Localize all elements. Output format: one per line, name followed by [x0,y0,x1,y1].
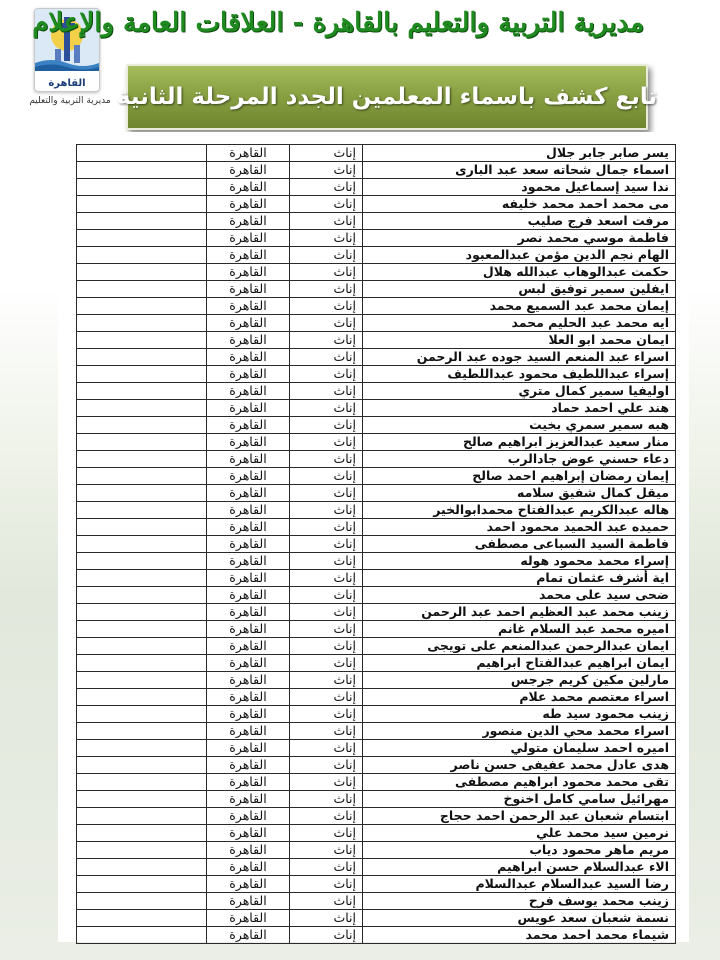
table-row [77,179,676,196]
empty-cell [77,723,207,740]
empty-cell [77,434,207,451]
gender-cell: إناث [290,655,363,672]
teacher-name-cell: زينب محمد عبد العظيم احمد عبد الرحمن [363,604,676,621]
empty-cell [77,196,207,213]
table-row [77,842,676,859]
teacher-name-cell: تقى محمد محمود ابراهيم مصطفى [363,774,676,791]
gender-cell: إناث [290,247,363,264]
teacher-name-cell: ايمان محمد ابو العلا [363,332,676,349]
city-cell: القاهرة [207,179,290,196]
city-cell: القاهرة [207,298,290,315]
empty-cell [77,859,207,876]
gender-cell: إناث [290,604,363,621]
city-cell: القاهرة [207,587,290,604]
gender-cell: إناث [290,298,363,315]
gender-cell: إناث [290,519,363,536]
table-row [77,638,676,655]
empty-cell [77,808,207,825]
table-row [77,349,676,366]
city-cell: القاهرة [207,893,290,910]
table-row [77,825,676,842]
teacher-name-cell: يسر صابر جابر جلال [363,145,676,162]
city-cell: القاهرة [207,757,290,774]
city-cell: القاهرة [207,349,290,366]
list-title-banner [116,64,658,130]
gender-cell: إناث [290,706,363,723]
empty-cell [77,689,207,706]
city-cell: القاهرة [207,196,290,213]
gender-cell: إناث [290,808,363,825]
empty-cell [77,536,207,553]
teacher-name-cell: إسراء عبداللطيف محمود عبداللطيف [363,366,676,383]
empty-cell [77,264,207,281]
gender-cell: إناث [290,383,363,400]
table-row [77,808,676,825]
gender-cell: إناث [290,332,363,349]
empty-cell [77,502,207,519]
table-row [77,519,676,536]
empty-cell [77,655,207,672]
city-cell: القاهرة [207,281,290,298]
table-row [77,281,676,298]
table-row [77,927,676,944]
city-cell: القاهرة [207,400,290,417]
city-cell: القاهرة [207,621,290,638]
empty-cell [77,162,207,179]
teacher-name-cell: اسراء معتصم محمد علام [363,689,676,706]
teacher-name-cell: اميره احمد سليمان متولي [363,740,676,757]
gender-cell: إناث [290,230,363,247]
table-row [77,723,676,740]
teacher-name-cell: ضحى سيد على محمد [363,587,676,604]
city-cell: القاهرة [207,740,290,757]
city-cell: القاهرة [207,162,290,179]
empty-cell [77,893,207,910]
gender-cell: إناث [290,910,363,927]
table-row [77,689,676,706]
city-cell: القاهرة [207,791,290,808]
teacher-name-cell: ايفلين سمير توفيق لبس [363,281,676,298]
table-row [77,417,676,434]
table-row [77,366,676,383]
table-row [77,859,676,876]
table-row [77,264,676,281]
empty-cell [77,145,207,162]
teacher-name-cell: زينب محمد يوسف فرح [363,893,676,910]
teacher-name-cell: فاطمة موسي محمد نصر [363,230,676,247]
table-row [77,247,676,264]
city-cell: القاهرة [207,468,290,485]
teacher-name-cell: مرفت اسعد فرج صليب [363,213,676,230]
table-row [77,485,676,502]
gender-cell: إناث [290,485,363,502]
city-cell: القاهرة [207,723,290,740]
teacher-name-cell: اسراء محمد محي الدين منصور [363,723,676,740]
empty-cell [77,740,207,757]
empty-cell [77,825,207,842]
gender-cell: إناث [290,536,363,553]
gender-cell: إناث [290,740,363,757]
teacher-name-cell: هند علي احمد حماد [363,400,676,417]
empty-cell [77,621,207,638]
gender-cell: إناث [290,825,363,842]
city-cell: القاهرة [207,876,290,893]
empty-cell [77,519,207,536]
table-row [77,162,676,179]
teacher-name-cell: ايه محمد عبد الحليم محمد [363,315,676,332]
empty-cell [77,910,207,927]
table-row [77,230,676,247]
empty-cell [77,672,207,689]
teacher-name-cell: إسراء محمد محمود هوله [363,553,676,570]
teacher-name-cell: إيمان رمضان إبراهيم احمد صالح [363,468,676,485]
empty-cell [77,315,207,332]
table-row [77,672,676,689]
table-row [77,145,676,162]
empty-cell [77,468,207,485]
gender-cell: إناث [290,621,363,638]
gender-cell: إناث [290,349,363,366]
table-row [77,587,676,604]
gender-cell: إناث [290,553,363,570]
empty-cell [77,842,207,859]
gender-cell: إناث [290,213,363,230]
city-cell: القاهرة [207,247,290,264]
gender-cell: إناث [290,587,363,604]
table-row [77,876,676,893]
empty-cell [77,213,207,230]
gender-cell: إناث [290,264,363,281]
city-cell: القاهرة [207,689,290,706]
teacher-name-cell: فاطمة السيد السباعى مصطفى [363,536,676,553]
empty-cell [77,383,207,400]
table-row [77,774,676,791]
city-cell: القاهرة [207,570,290,587]
empty-cell [77,281,207,298]
teacher-name-cell: مريم ماهر محمود دياب [363,842,676,859]
gender-cell: إناث [290,774,363,791]
table-row [77,213,676,230]
empty-cell [77,230,207,247]
directorate-title: مديرية التربية والتعليم بالقاهرة - العلاقات العامة والإعلام [32,8,644,38]
gender-cell: إناث [290,638,363,655]
teachers-sheet [58,132,689,942]
teacher-name-cell: دعاء حسني عوض جادالرب [363,451,676,468]
empty-cell [77,638,207,655]
gender-cell: إناث [290,468,363,485]
city-cell: القاهرة [207,604,290,621]
gender-cell: إناث [290,502,363,519]
gender-cell: إناث [290,196,363,213]
gender-cell: إناث [290,162,363,179]
gender-cell: إناث [290,417,363,434]
gender-cell: إناث [290,876,363,893]
city-cell: القاهرة [207,502,290,519]
city-cell: القاهرة [207,842,290,859]
city-cell: القاهرة [207,145,290,162]
city-cell: القاهرة [207,366,290,383]
teacher-name-cell: ميقل كمال شفيق سلامه [363,485,676,502]
teacher-name-cell: الهام نجم الدين مؤمن عبدالمعبود [363,247,676,264]
teacher-name-cell: مهرائيل سامي كامل اخنوخ [363,791,676,808]
city-cell: القاهرة [207,485,290,502]
teacher-name-cell: ايمان ابراهيم عبدالفتاح ابراهيم [363,655,676,672]
teacher-name-cell: حميده عبد الحميد محمود احمد [363,519,676,536]
city-cell: القاهرة [207,536,290,553]
teacher-name-cell: اوليفيا سمير كمال متري [363,383,676,400]
empty-cell [77,366,207,383]
teacher-name-cell: نرمين سيد محمد علي [363,825,676,842]
city-cell: القاهرة [207,553,290,570]
gender-cell: إناث [290,570,363,587]
city-cell: القاهرة [207,910,290,927]
gender-cell: إناث [290,927,363,944]
table-row [77,604,676,621]
teacher-name-cell: اسماء جمال شحاته سعد عبد البارى [363,162,676,179]
table-row [77,655,676,672]
gender-cell: إناث [290,791,363,808]
teacher-name-cell: هبه سمير سمري بخيت [363,417,676,434]
city-cell: القاهرة [207,519,290,536]
city-cell: القاهرة [207,230,290,247]
teacher-name-cell: مى محمد احمد محمد خليفه [363,196,676,213]
logo-city-label: القاهرة [48,78,86,89]
gender-cell: إناث [290,893,363,910]
gender-cell: إناث [290,145,363,162]
empty-cell [77,876,207,893]
table-row [77,383,676,400]
table-row [77,196,676,213]
gender-cell: إناث [290,366,363,383]
empty-cell [77,349,207,366]
gender-cell: إناث [290,757,363,774]
city-cell: القاهرة [207,655,290,672]
city-cell: القاهرة [207,825,290,842]
table-row [77,400,676,417]
city-cell: القاهرة [207,927,290,944]
empty-cell [77,791,207,808]
table-row [77,502,676,519]
teachers-table [76,144,676,944]
empty-cell [77,417,207,434]
teacher-name-cell: اسراء عبد المنعم السيد جوده عبد الرحمن [363,349,676,366]
city-cell: القاهرة [207,808,290,825]
gender-cell: إناث [290,689,363,706]
teacher-name-cell: اية أشرف عثمان تمام [363,570,676,587]
empty-cell [77,553,207,570]
city-cell: القاهرة [207,638,290,655]
table-row [77,434,676,451]
teacher-name-cell: هاله عبدالكريم عبدالفتاح محمدابوالخير [363,502,676,519]
table-row [77,706,676,723]
empty-cell [77,587,207,604]
gender-cell: إناث [290,723,363,740]
teacher-name-cell: ايمان عبدالرحمن عبدالمنعم على تويجى [363,638,676,655]
teacher-name-cell: ابتسام شعبان عبد الرحمن احمد حجاج [363,808,676,825]
teacher-name-cell: شيماء محمد احمد محمد [363,927,676,944]
gender-cell: إناث [290,179,363,196]
teacher-name-cell: إيمان محمد عبد السميع محمد [363,298,676,315]
teacher-name-cell: زينب محمود سيد طه [363,706,676,723]
table-row [77,570,676,587]
city-cell: القاهرة [207,417,290,434]
gender-cell: إناث [290,434,363,451]
empty-cell [77,247,207,264]
empty-cell [77,400,207,417]
empty-cell [77,298,207,315]
empty-cell [77,706,207,723]
table-row [77,468,676,485]
empty-cell [77,774,207,791]
logo-caption: مديرية التربية والتعليم [29,96,111,106]
table-row [77,621,676,638]
gender-cell: إناث [290,451,363,468]
city-cell: القاهرة [207,213,290,230]
teacher-name-cell: مارلين مكين كريم جرجس [363,672,676,689]
teacher-name-cell: الاء عبدالسلام حسن ابراهيم [363,859,676,876]
city-cell: القاهرة [207,859,290,876]
teachers-table-body [77,145,676,944]
table-row [77,298,676,315]
teacher-name-cell: نسمة شعبان سعد عويس [363,910,676,927]
gender-cell: إناث [290,315,363,332]
teacher-name-cell: حكمت عبدالوهاب عبدالله هلال [363,264,676,281]
table-row [77,740,676,757]
gender-cell: إناث [290,281,363,298]
teacher-name-cell: منار سعيد عبدالعزيز ابراهيم صالح [363,434,676,451]
table-row [77,791,676,808]
empty-cell [77,757,207,774]
teacher-name-cell: رضا السيد عبدالسلام عبدالسلام [363,876,676,893]
table-row [77,332,676,349]
empty-cell [77,604,207,621]
teacher-name-cell: اميره محمد عبد السلام غانم [363,621,676,638]
city-cell: القاهرة [207,706,290,723]
table-row [77,451,676,468]
gender-cell: إناث [290,400,363,417]
gender-cell: إناث [290,842,363,859]
table-row [77,910,676,927]
empty-cell [77,332,207,349]
city-cell: القاهرة [207,451,290,468]
city-cell: القاهرة [207,774,290,791]
gender-cell: إناث [290,672,363,689]
city-cell: القاهرة [207,383,290,400]
city-cell: القاهرة [207,315,290,332]
empty-cell [77,927,207,944]
empty-cell [77,485,207,502]
table-row [77,757,676,774]
empty-cell [77,179,207,196]
city-cell: القاهرة [207,434,290,451]
city-cell: القاهرة [207,332,290,349]
empty-cell [77,451,207,468]
table-row [77,553,676,570]
gender-cell: إناث [290,859,363,876]
teacher-name-cell: ندا سيد إسماعيل محمود [363,179,676,196]
city-cell: القاهرة [207,264,290,281]
teacher-name-cell: هدى عادل محمد عفيفى حسن ناصر [363,757,676,774]
list-title: تابع كشف باسماء المعلمين الجدد المرحلة الثانية [116,84,658,110]
table-row [77,893,676,910]
table-row [77,315,676,332]
table-row [77,536,676,553]
empty-cell [77,570,207,587]
city-cell: القاهرة [207,672,290,689]
